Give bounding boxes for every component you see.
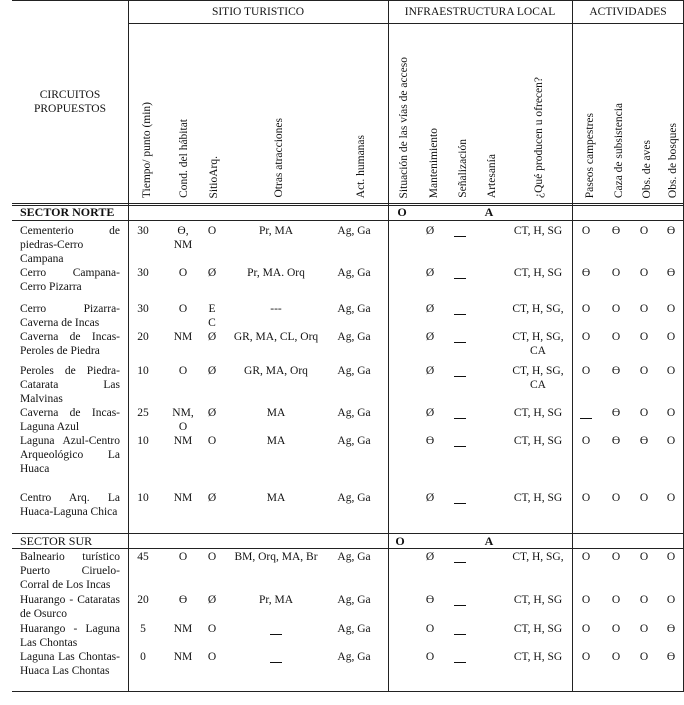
- cell-mant: Ø: [425, 407, 435, 419]
- sector-norte-vias: O: [397, 205, 407, 219]
- sector-norte-label: SECTOR NORTE: [20, 205, 115, 219]
- cell-habitat: NM: [173, 331, 193, 343]
- cell-mant: Ø: [425, 331, 435, 343]
- cell-produce: CT, H, SG: [513, 267, 563, 279]
- col-header-bosques: Obs. de bosques: [667, 122, 679, 198]
- cell-act: Ag, Ga: [337, 435, 371, 447]
- cell-otras: MA: [266, 435, 286, 447]
- cell-aves: O: [639, 331, 649, 343]
- cell-bosques: O: [666, 594, 676, 606]
- cell-caza: O: [611, 623, 621, 635]
- cell-paseos: O: [581, 651, 591, 663]
- cell-tiempo: 30: [137, 303, 149, 315]
- cell-tiempo: 45: [137, 551, 149, 563]
- cell-mant: Ø: [425, 303, 435, 315]
- cell-paseos: Ө: [581, 267, 591, 279]
- cell-tiempo: 30: [137, 225, 149, 237]
- cell-act: Ag, Ga: [337, 225, 371, 237]
- sector-norte-artesania: A: [484, 205, 494, 219]
- cell-produce: CT, H, SG: [513, 651, 563, 663]
- col-header-arq: SitioArq.: [208, 155, 220, 198]
- cell-mant: Ø: [425, 551, 435, 563]
- empty-dash: [270, 662, 282, 663]
- cell-mant: Ø: [425, 267, 435, 279]
- cell-aves: O: [639, 407, 649, 419]
- cell-bosques: Ө: [666, 651, 676, 663]
- rule-top: [12, 0, 684, 1]
- cell-mant: O: [425, 651, 435, 663]
- cell-arq: Ø: [207, 331, 217, 343]
- senalizacion-dash: [454, 314, 466, 315]
- cell-paseos: O: [581, 331, 591, 343]
- senalizacion-dash: [454, 236, 466, 237]
- cell-tiempo: 25: [137, 407, 149, 419]
- cell-bosques: O: [666, 435, 676, 447]
- cell-aves: Ө: [639, 435, 649, 447]
- cell-caza: O: [611, 492, 621, 504]
- senalizacion-dash: [454, 342, 466, 343]
- cell-tiempo: 10: [137, 365, 149, 377]
- cell-aves: O: [639, 594, 649, 606]
- cell-arq: O: [207, 225, 217, 237]
- table-row-route: Cementerio de piedras-Cerro Campana: [20, 225, 120, 265]
- cell-act: Ag, Ga: [337, 623, 371, 635]
- cell-produce: CT, H, SG: [513, 594, 563, 606]
- cell-aves: O: [639, 267, 649, 279]
- column-headers: [0, 24, 684, 198]
- rule-bottom: [12, 691, 684, 692]
- cell-caza: O: [611, 551, 621, 563]
- cell-caza: O: [611, 651, 621, 663]
- cell-act: Ag, Ga: [337, 594, 371, 606]
- rule-norte-bottom: [12, 220, 684, 221]
- cell-act: Ag, Ga: [337, 492, 371, 504]
- cell-act: Ag, Ga: [337, 365, 371, 377]
- cell-caza: Ө: [611, 365, 621, 377]
- cell-habitat: NM: [173, 492, 193, 504]
- col-header-otras: Otras atracciones: [273, 118, 285, 198]
- cell-aves: O: [639, 303, 649, 315]
- senalizacion-dash: [454, 278, 466, 279]
- cell-habitat: O: [178, 267, 188, 279]
- senalizacion-dash: [454, 418, 466, 419]
- cell-habitat: O: [178, 365, 188, 377]
- senalizacion-dash: [454, 562, 466, 563]
- cell-caza: O: [611, 594, 621, 606]
- cell-habitat: Ө, NM: [173, 225, 193, 251]
- col-header-artesania: Artesanía: [486, 153, 498, 198]
- col-header-producen: ¿Qué producen u ofrecen?: [533, 76, 545, 198]
- table-row-route: Laguna Azul-Centro Arqueológico La Huaca: [20, 435, 120, 475]
- cell-bosques: O: [666, 303, 676, 315]
- circuitos-header-line2: PROPUESTOS: [33, 103, 106, 115]
- cell-aves: O: [639, 225, 649, 237]
- col-header-vias: Situación de las vías de acceso: [398, 56, 410, 198]
- col-header-act-humanas: Act. humanas: [355, 134, 367, 198]
- senalizacion-dash: [454, 662, 466, 663]
- cell-tiempo: 20: [137, 594, 149, 606]
- cell-arq: Ø: [207, 365, 217, 377]
- col-header-mantenimiento: Mantenimiento: [428, 127, 440, 198]
- senalizacion-dash: [454, 446, 466, 447]
- cell-produce: CT, H, SG, CA: [512, 331, 564, 357]
- cell-arq: Ø: [207, 407, 217, 419]
- cell-produce: CT, H, SG: [513, 623, 563, 635]
- cell-paseos: O: [581, 303, 591, 315]
- cell-aves: O: [639, 365, 649, 377]
- cell-habitat: NM: [173, 623, 193, 635]
- cell-otras: ---: [270, 303, 282, 315]
- cell-paseos: O: [581, 225, 591, 237]
- senalizacion-dash: [454, 605, 466, 606]
- cell-bosques: O: [666, 551, 676, 563]
- cell-tiempo: 30: [137, 267, 149, 279]
- cell-aves: O: [639, 651, 649, 663]
- cell-caza: O: [611, 267, 621, 279]
- group-header-actividades: ACTIVIDADES: [589, 6, 667, 18]
- rule-sur-top: [12, 533, 684, 534]
- cell-arq: Ø: [207, 492, 217, 504]
- cell-paseos: O: [581, 435, 591, 447]
- cell-habitat: O: [178, 551, 188, 563]
- cell-caza: Ө: [611, 407, 621, 419]
- cell-caza: Ө: [611, 225, 621, 237]
- cell-produce: CT, H, SG: [513, 435, 563, 447]
- col-header-tiempo: Tiempo/ punto (min): [141, 101, 153, 198]
- table-row-route: Caverna de Incas-Peroles de Piedra: [20, 331, 120, 357]
- cell-mant: O: [425, 623, 435, 635]
- cell-paseos: O: [581, 551, 591, 563]
- table-row-route: Cerro Campana-Cerro Pizarra: [20, 267, 120, 293]
- cell-act: Ag, Ga: [337, 267, 371, 279]
- table-row-route: Laguna Las Chontas- Huaca Las Chontas: [20, 651, 120, 677]
- cell-tiempo: 20: [137, 331, 149, 343]
- cell-otras: MA: [266, 492, 286, 504]
- group-header-sitio: SITIO TURISTICO: [211, 6, 305, 18]
- cell-habitat: NM: [173, 651, 193, 663]
- cell-tiempo: 10: [137, 435, 149, 447]
- cell-aves: O: [639, 623, 649, 635]
- cell-act: Ag, Ga: [337, 303, 371, 315]
- cell-mant: Ө: [425, 435, 435, 447]
- col-header-paseos: Paseos campestres: [584, 112, 596, 198]
- cell-tiempo: 10: [137, 492, 149, 504]
- sector-sur-vias: O: [395, 534, 405, 548]
- cell-bosques: Ө: [666, 225, 676, 237]
- cell-otras: MA: [266, 407, 286, 419]
- cell-arq: O: [207, 551, 217, 563]
- rule-header-bottom: [12, 203, 684, 204]
- col-header-aves: Obs. de aves: [641, 139, 653, 198]
- col-header-habitat: Cond. del hábitat: [178, 119, 190, 198]
- cell-otras: Pr, MA: [258, 594, 294, 606]
- cell-tiempo: 5: [140, 623, 146, 635]
- cell-tiempo: 0: [140, 651, 146, 663]
- rule-sur-bottom: [12, 548, 684, 549]
- cell-produce: CT, H, SG: [513, 407, 563, 419]
- cell-arq: O: [207, 651, 217, 663]
- cell-produce: CT, H, SG: [513, 492, 563, 504]
- cell-caza: Ө: [611, 435, 621, 447]
- table-row-route: Peroles de Piedra-Catarata Las Malvinas: [20, 365, 120, 405]
- cell-paseos: O: [581, 492, 591, 504]
- cell-mant: Ø: [425, 492, 435, 504]
- cell-habitat: NM, O: [172, 407, 194, 433]
- table-row-route: Centro Arq. La Huaca-Laguna Chica: [20, 492, 120, 518]
- cell-bosques: O: [666, 331, 676, 343]
- table-row-route: Balneario turístico Puerto Ciruelo-Corral de Los Incas: [20, 551, 120, 591]
- cell-mant: Ө: [425, 594, 435, 606]
- cell-caza: O: [611, 303, 621, 315]
- empty-dash: [580, 418, 592, 419]
- cell-otras: BM, Orq, MA, Br: [234, 551, 318, 563]
- cell-act: Ag, Ga: [337, 331, 371, 343]
- table-row-route: Huarango - Laguna Las Chontas: [20, 623, 120, 649]
- cell-otras: Pr, MA: [258, 225, 294, 237]
- table-row-route: Cerro Pizarra-Caverna de Incas: [20, 303, 120, 329]
- cell-bosques: O: [666, 492, 676, 504]
- table-row-route: Caverna de Incas-Laguna Azul: [20, 407, 120, 433]
- cell-produce: CT, H, SG, CA: [512, 365, 564, 391]
- cell-act: Ag, Ga: [337, 651, 371, 663]
- cell-mant: Ø: [425, 365, 435, 377]
- cell-produce: CT, H, SG,: [512, 303, 564, 315]
- cell-produce: CT, H, SG,: [512, 551, 564, 563]
- circuitos-header-line1: CIRCUITOS: [39, 89, 101, 101]
- cell-habitat: O: [178, 303, 188, 315]
- table-row-route: Huarango - Cataratas de Osurco: [20, 594, 120, 620]
- cell-otras: GR, MA, Orq: [244, 365, 308, 377]
- cell-produce: CT, H, SG: [513, 225, 563, 237]
- cell-paseos: O: [581, 594, 591, 606]
- cell-habitat: Ө: [178, 594, 188, 606]
- group-header-infra: INFRAESTRUCTURA LOCAL: [404, 6, 556, 18]
- cell-aves: O: [639, 492, 649, 504]
- cell-arq: Ø: [207, 267, 217, 279]
- cell-mant: Ø: [425, 225, 435, 237]
- cell-aves: O: [639, 551, 649, 563]
- col-header-caza: Caza de subsistencia: [613, 102, 625, 198]
- cell-bosques: O: [666, 365, 676, 377]
- cell-act: Ag, Ga: [337, 551, 371, 563]
- cell-caza: O: [611, 331, 621, 343]
- cell-otras: GR, MA, CL, Orq: [233, 331, 319, 343]
- col-header-senalizacion: Señalización: [457, 139, 469, 198]
- cell-bosques: Ө: [666, 623, 676, 635]
- empty-dash: [270, 634, 282, 635]
- cell-arq: Ø: [207, 594, 217, 606]
- cell-arq: O: [207, 623, 217, 635]
- cell-arq: O: [207, 435, 217, 447]
- senalizacion-dash: [454, 503, 466, 504]
- senalizacion-dash: [454, 634, 466, 635]
- cell-paseos: O: [581, 623, 591, 635]
- cell-bosques: Ө: [666, 267, 676, 279]
- cell-act: Ag, Ga: [337, 407, 371, 419]
- cell-arq: E C: [208, 303, 216, 329]
- cell-otras: Pr, MA. Orq: [247, 267, 305, 279]
- cell-paseos: O: [581, 365, 591, 377]
- sector-sur-label: SECTOR SUR: [20, 534, 93, 548]
- cell-bosques: O: [666, 407, 676, 419]
- senalizacion-dash: [454, 376, 466, 377]
- sector-sur-artesania: A: [484, 534, 494, 548]
- cell-habitat: NM: [173, 435, 193, 447]
